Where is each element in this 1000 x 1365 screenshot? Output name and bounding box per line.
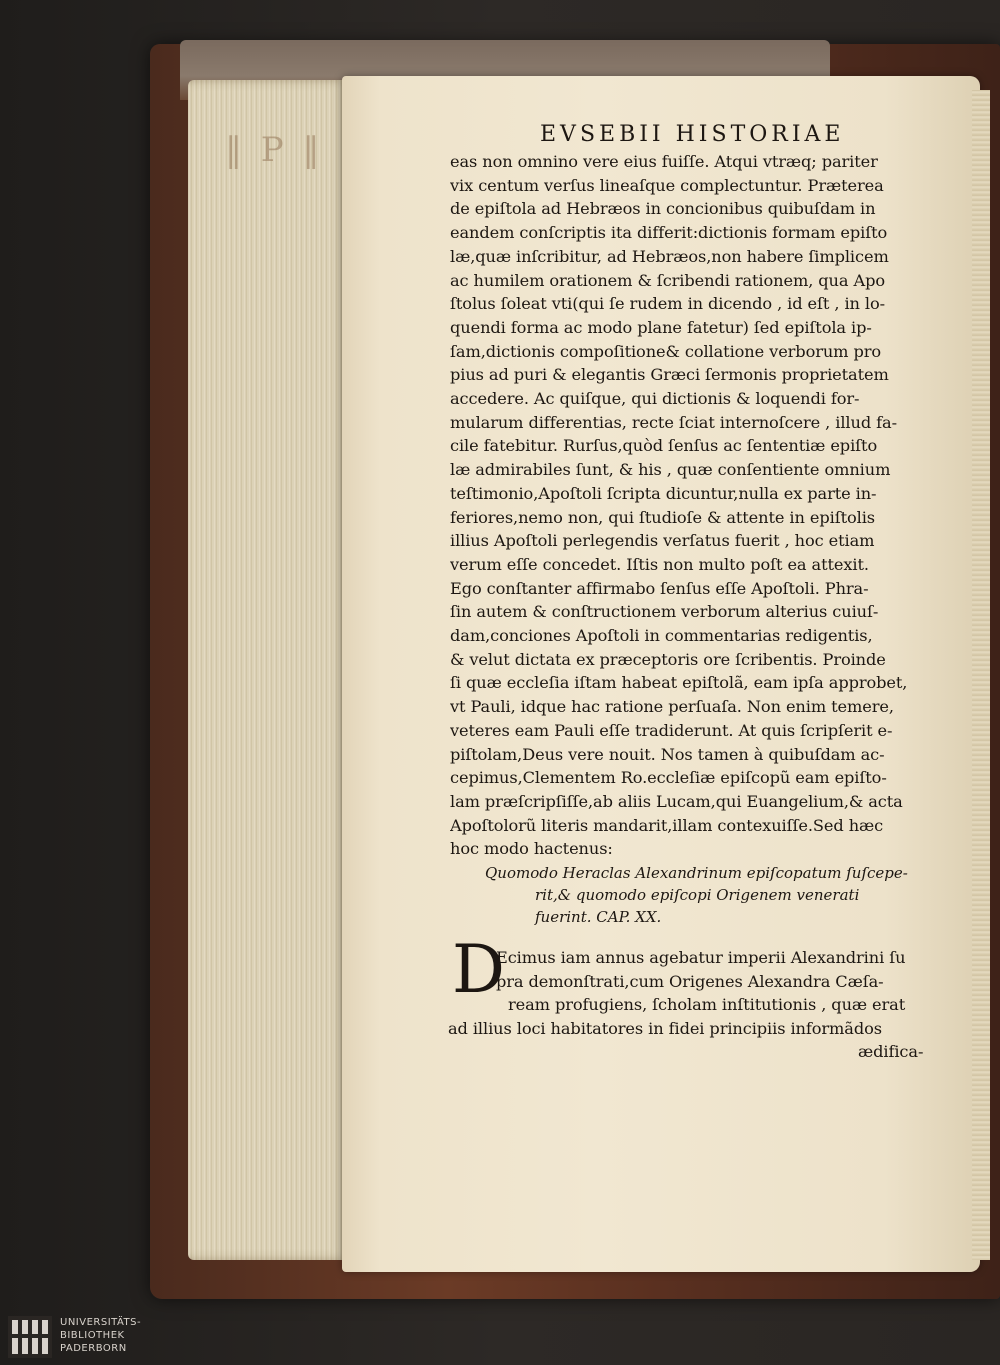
body-line: læ admirabiles ſunt, & his , quæ conſentiente omnium [450,460,891,480]
body-line: pius ad puri & elegantis Græci ſermonis proprietatem [450,365,889,385]
chapter-line: Ecimus iam annus agebatur imperii Alexandrini ſu [496,948,906,967]
body-line: illius Apoſtoli perlegendis verſatus fuerit , hoc etiam [450,531,875,551]
body-line: cile fatebitur. Rurſus,quòd ſenſus ac ſententiæ epiſto [450,436,878,456]
chapter-text-block [448,946,948,1064]
chapter-heading [450,862,910,928]
body-line: ſtolus ſoleat vti(qui ſe rudem in dicendo , id eſt , in lo- [450,294,886,314]
body-line: ſin autem & conſtructionem verborum alterius cuiuſ- [450,602,879,622]
library-logo-text [60,1316,141,1355]
chapter-line: ædifica- [858,1042,924,1061]
page-right-edge [972,90,990,1260]
body-line: & velut dictata ex præceptoris ore ſcribentis. Proinde [450,649,886,669]
body-line: piſtolam,Deus vere nouit. Nos tamen à quibuſdam ac- [450,744,885,764]
body-line: cepimus,Clementem Ro.eccleſiæ epiſcopũ eam epiſto- [450,768,887,788]
body-line: læ,quæ inſcribitur, ad Hebræos,non habere ſimplicem [450,246,889,266]
body-line: mularum differentias, recte ſciat internoſcere , illud fa- [450,412,897,432]
running-head: EVSEBII HISTORIAE [540,122,845,147]
chapter-line: ream profugiens, ſcholam inſtitutionis , quæ erat [508,995,906,1014]
body-line: lam præſcripſiſſe,ab aliis Lucam,qui Euangelium,& acta [450,791,903,811]
chapter-line: pra demonſtrati,cum Origenes Alexandra Cæſa- [496,971,884,991]
body-line: hoc modo hactenus: [450,839,613,859]
body-line: vt Pauli, idque hac ratione perſuaſa. Non enim temere, [450,697,894,717]
body-line: ſi quæ eccleſia iſtam habeat epiſtolã, eam ipſa approbet, [450,673,908,693]
body-text-block [450,150,955,861]
chapter-dropcap: D [452,931,505,1008]
body-line: ac humilem orationem & ſcribendi rationem, qua Apo [450,270,885,290]
body-line: accedere. Ac quiſque, qui dictionis & loquendi for- [450,389,860,409]
body-line: teſtimonio,Apoſtoli ſcripta dicuntur,nulla ex parte in- [450,483,877,503]
library-logo-line: BIBLIOTHEK [60,1330,125,1341]
body-line: veteres eam Pauli eſſe tradiderunt. At quis ſcripſerit e- [450,720,893,740]
chapter-heading-line: Quomodo Heraclas Alexandrinum epiſcopatum ſuſcepe- [485,864,908,882]
body-line: eandem conſcriptis ita differit:dictionis formam epiſto [450,223,888,243]
library-logo-icon [8,1316,52,1358]
body-line: dam,conciones Apoſtoli in commentarias redigentis, [450,626,873,646]
body-line: eas non omnino vere eius fuiſſe. Atqui vtræq; pariter [450,152,878,171]
body-line: de epiſtola ad Hebræos in concionibus quibuſdam in [450,199,876,219]
page-edges-stack [188,80,348,1260]
body-line: feriores,nemo non, qui ſtudioſe & attente in epiſtolis [450,507,875,527]
chapter-heading-line: rit,& quomodo epiſcopi Origenem venerati [535,886,860,904]
body-line: vix centum verſus lineaſque complectuntur. Præterea [450,175,884,195]
body-line: Ego conſtanter affirmabo ſenſus eſſe Apoſtoli. Phra- [450,578,869,598]
body-line: verum eſſe concedet. Iſtis non multo poſt ea attexit. [450,554,869,574]
body-line: quendi forma ac modo plane fatetur) ſed epiſtola ip- [450,317,872,337]
chapter-heading-line: fuerint. CAP. XX. [535,908,662,926]
chapter-line: ad illius loci habitatores in fidei principiis informãdos [448,1018,882,1038]
edge-stamp-mark: ‖ P ‖ [225,130,324,170]
library-logo-line: UNIVERSITÄTS- [60,1317,142,1328]
body-line: ſam,dictionis compoſitione& collatione verborum pro [450,341,882,361]
body-line: Apoſtolorũ literis mandarit,illam contexuiſſe.Sed hæc [450,815,884,835]
library-logo [8,1314,168,1360]
library-logo-line: PADERBORN [60,1343,127,1354]
